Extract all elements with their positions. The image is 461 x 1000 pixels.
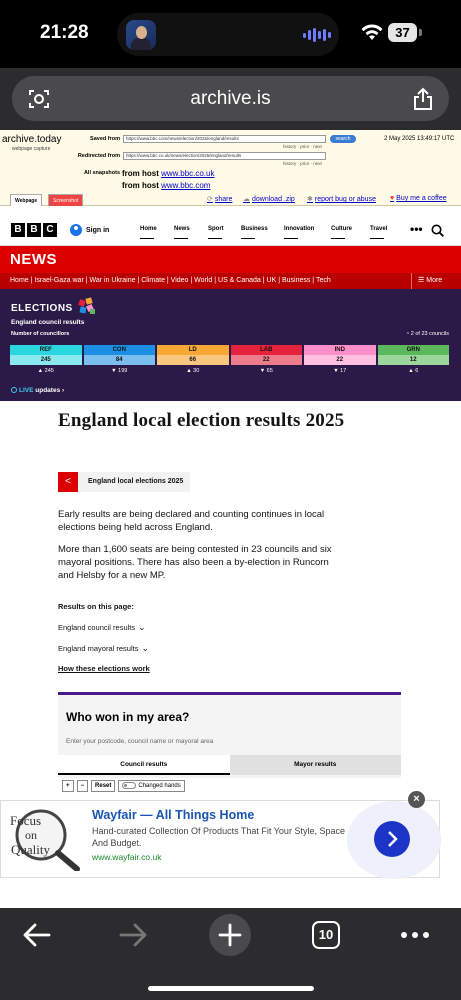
mayoral-results-link[interactable]: England mayoral results ⌄	[58, 643, 150, 653]
nav-business[interactable]: Business	[241, 226, 284, 232]
forward-arrow-icon[interactable]	[118, 922, 148, 948]
svg-text:Focus: Focus	[10, 813, 42, 828]
warning-icon: ✱	[307, 196, 313, 203]
party-scoreboard	[10, 345, 449, 377]
zoom-out-button[interactable]: −	[77, 780, 89, 792]
news-title[interactable]: NEWS	[10, 251, 57, 268]
news-subnav	[0, 273, 461, 289]
bbc-top-nav	[0, 216, 461, 246]
bbc-nav-items	[140, 226, 400, 232]
elections-banner	[0, 289, 461, 401]
now-playing-thumbnail	[126, 20, 156, 50]
status-bar	[0, 0, 461, 68]
more-options-icon[interactable]	[400, 931, 430, 939]
ad-description: Hand-curated Collection Of Products That Fit Your Style, Space And Budget.	[92, 826, 345, 848]
party-name: GRN	[378, 345, 450, 355]
who-won-widget	[58, 692, 401, 778]
archive-logo[interactable]: archive.today	[2, 134, 62, 145]
party-seats: 22	[304, 355, 376, 365]
saved-from-field[interactable]: https://www.bbc.com/news/election/2025/england/results	[123, 135, 326, 143]
history-links-2[interactable]: history · prior · next	[283, 161, 322, 166]
tab-council-results[interactable]: Council results	[58, 755, 230, 775]
address-bar[interactable]	[12, 76, 449, 121]
party-ind	[304, 345, 376, 377]
ad-title[interactable]: Wayfair — All Things Home	[92, 808, 255, 822]
how-elections-work-link[interactable]: How these elections work	[58, 664, 150, 673]
changed-hands-toggle[interactable]: Changed hands	[118, 780, 184, 792]
svg-text:on: on	[25, 828, 37, 842]
map-controls	[62, 780, 185, 792]
share-topic-icon: <	[58, 472, 78, 492]
chevron-right-icon	[374, 821, 410, 857]
host-line-1: from host www.bbc.co.uk	[122, 169, 215, 178]
party-seats: 12	[378, 355, 450, 365]
article-paragraph-1: Early results are being declared and counting continues in local elections being held across England.	[58, 509, 325, 533]
home-indicator[interactable]	[148, 986, 314, 991]
party-lab	[231, 345, 303, 377]
saved-from-label: Saved from	[90, 136, 120, 142]
capture-date: 2 May 2025 13:49:17 UTC	[384, 136, 455, 142]
party-ld	[157, 345, 229, 377]
sign-in-button[interactable]: Sign in	[70, 224, 109, 236]
tab-webpage[interactable]: Webpage	[10, 194, 42, 206]
council-results-link[interactable]: England council results ⌄	[58, 622, 146, 632]
live-updates-link[interactable]: LIVE updates ›	[11, 387, 64, 394]
clock: 21:28	[40, 22, 89, 43]
party-seat-change: ▼ 65	[259, 368, 273, 374]
nav-sport[interactable]: Sport	[208, 226, 241, 232]
party-name: CON	[84, 345, 156, 355]
news-bar	[0, 246, 461, 273]
advertisement-banner[interactable]	[0, 800, 440, 878]
party-name: REF	[10, 345, 82, 355]
party-name: IND	[304, 345, 376, 355]
party-name: LAB	[231, 345, 303, 355]
heart-icon: ♥	[390, 195, 395, 202]
host-line-2: from host www.bbc.com	[122, 181, 211, 190]
coffee-link[interactable]: ♥ Buy me a coffee	[390, 195, 447, 202]
party-seats: 66	[157, 355, 229, 365]
archive-search-button[interactable]: search	[330, 135, 356, 143]
share-link-icon: ⟳	[207, 196, 213, 203]
new-tab-button[interactable]	[209, 914, 251, 956]
plus-icon	[209, 914, 251, 956]
bbc-logo[interactable]: B B C	[11, 223, 57, 237]
party-seat-change: ▼ 17	[333, 368, 347, 374]
wifi-icon	[360, 23, 384, 41]
who-won-title: Who won in my area?	[66, 710, 190, 724]
nav-travel[interactable]: Travel	[370, 226, 400, 232]
toggle-icon	[122, 782, 136, 789]
tab-mayor-results[interactable]: Mayor results	[230, 755, 402, 775]
party-seats: 245	[10, 355, 82, 365]
dynamic-island[interactable]	[117, 13, 339, 56]
share-link[interactable]: ⟳ share	[207, 196, 233, 203]
reset-button[interactable]: Reset	[91, 780, 115, 792]
party-seat-change: ▲ 245	[37, 368, 54, 374]
elections-title: ELECTIONS	[11, 297, 96, 315]
chevron-down-icon: ⌄	[138, 622, 146, 632]
zoom-in-button[interactable]: +	[62, 780, 74, 792]
nav-innovation[interactable]: Innovation	[284, 226, 331, 232]
share-icon[interactable]	[413, 87, 433, 111]
ad-go-button[interactable]	[374, 821, 410, 857]
url-text[interactable]: archive.is	[190, 88, 271, 109]
subnav-more-button[interactable]: ☰ More	[411, 273, 461, 289]
article-paragraph-2: More than 1,600 seats are being contested in 23 councils and six mayoral positions. There has also been a by-election in Runcorn and Helsby for a new MP.	[58, 544, 332, 581]
party-seats: 22	[231, 355, 303, 365]
ad-url[interactable]: www.wayfair.co.uk	[92, 852, 162, 862]
nav-news[interactable]: News	[174, 226, 208, 232]
redirected-from-label: Redirected from	[77, 153, 120, 159]
svg-text:Quality: Quality	[11, 842, 50, 857]
battery-tip	[419, 29, 422, 36]
history-links-1[interactable]: history · prior · next	[283, 144, 322, 149]
archive-logo-subtitle: webpage capture	[12, 146, 51, 152]
party-seats: 84	[84, 355, 156, 365]
nav-home[interactable]: Home	[140, 226, 174, 232]
page-title: England local election results 2025	[58, 410, 345, 431]
subnav-links[interactable]: Home | Israel-Gaza war | War in Ukraine | Climate | Video | World | US & Canada | UK | Business | Tech	[10, 277, 331, 284]
more-menu-icon[interactable]: •••	[410, 222, 423, 236]
elections-metric: Number of councillors	[11, 331, 70, 337]
article	[58, 410, 403, 673]
chevron-down-icon: ⌄	[141, 643, 150, 653]
party-seat-change: ▲ 6	[408, 368, 419, 374]
nav-culture[interactable]: Culture	[331, 226, 370, 232]
address-bar-area	[0, 68, 461, 130]
councils-declared: ◔ 2 of 23 councils	[405, 331, 449, 337]
tab-screenshot[interactable]: Screenshot	[48, 194, 83, 206]
party-ref	[10, 345, 82, 377]
host-link-bbc-co-uk[interactable]: www.bbc.co.uk	[161, 169, 215, 178]
tab-switcher-button[interactable]: 10	[312, 921, 340, 949]
download-link[interactable]: ☁ download .zip	[243, 196, 295, 203]
party-seat-change: ▲ 30	[186, 368, 200, 374]
close-ad-icon[interactable]: ×	[408, 791, 425, 808]
search-icon[interactable]	[431, 224, 444, 237]
elections-logo-icon	[78, 297, 96, 315]
all-snapshots-label: All snapshots	[83, 170, 120, 176]
area-search-input[interactable]: Enter your postcode, council name or mayoral area	[66, 738, 214, 745]
party-name: LD	[157, 345, 229, 355]
cloud-download-icon: ☁	[243, 196, 250, 203]
party-grn	[378, 345, 450, 377]
report-link[interactable]: ✱ report bug or abuse	[307, 196, 376, 203]
declared-icon: ◔	[405, 331, 410, 337]
results-heading: Results on this page:	[58, 602, 134, 611]
archive-header	[0, 130, 461, 206]
browser-toolbar	[0, 908, 461, 1000]
results-tabs	[58, 755, 401, 775]
topic-label: England local elections 2025	[78, 472, 190, 492]
party-con	[84, 345, 156, 377]
party-seat-change: ▼ 199	[111, 368, 128, 374]
web-page	[0, 130, 461, 908]
audio-waveform-icon	[303, 27, 331, 43]
user-icon	[70, 224, 82, 236]
battery-indicator: 37	[388, 23, 417, 42]
topic-tag[interactable]	[58, 472, 190, 492]
live-icon	[11, 387, 17, 393]
host-link-bbc-com[interactable]: www.bbc.com	[161, 181, 211, 190]
redirected-from-field[interactable]: https://www.bbc.co.uk/news/election/2025/england/results	[123, 152, 326, 160]
focus-on-quality-logo	[5, 807, 83, 871]
back-arrow-icon[interactable]	[22, 922, 52, 948]
elections-subtitle: England council results	[11, 319, 85, 326]
